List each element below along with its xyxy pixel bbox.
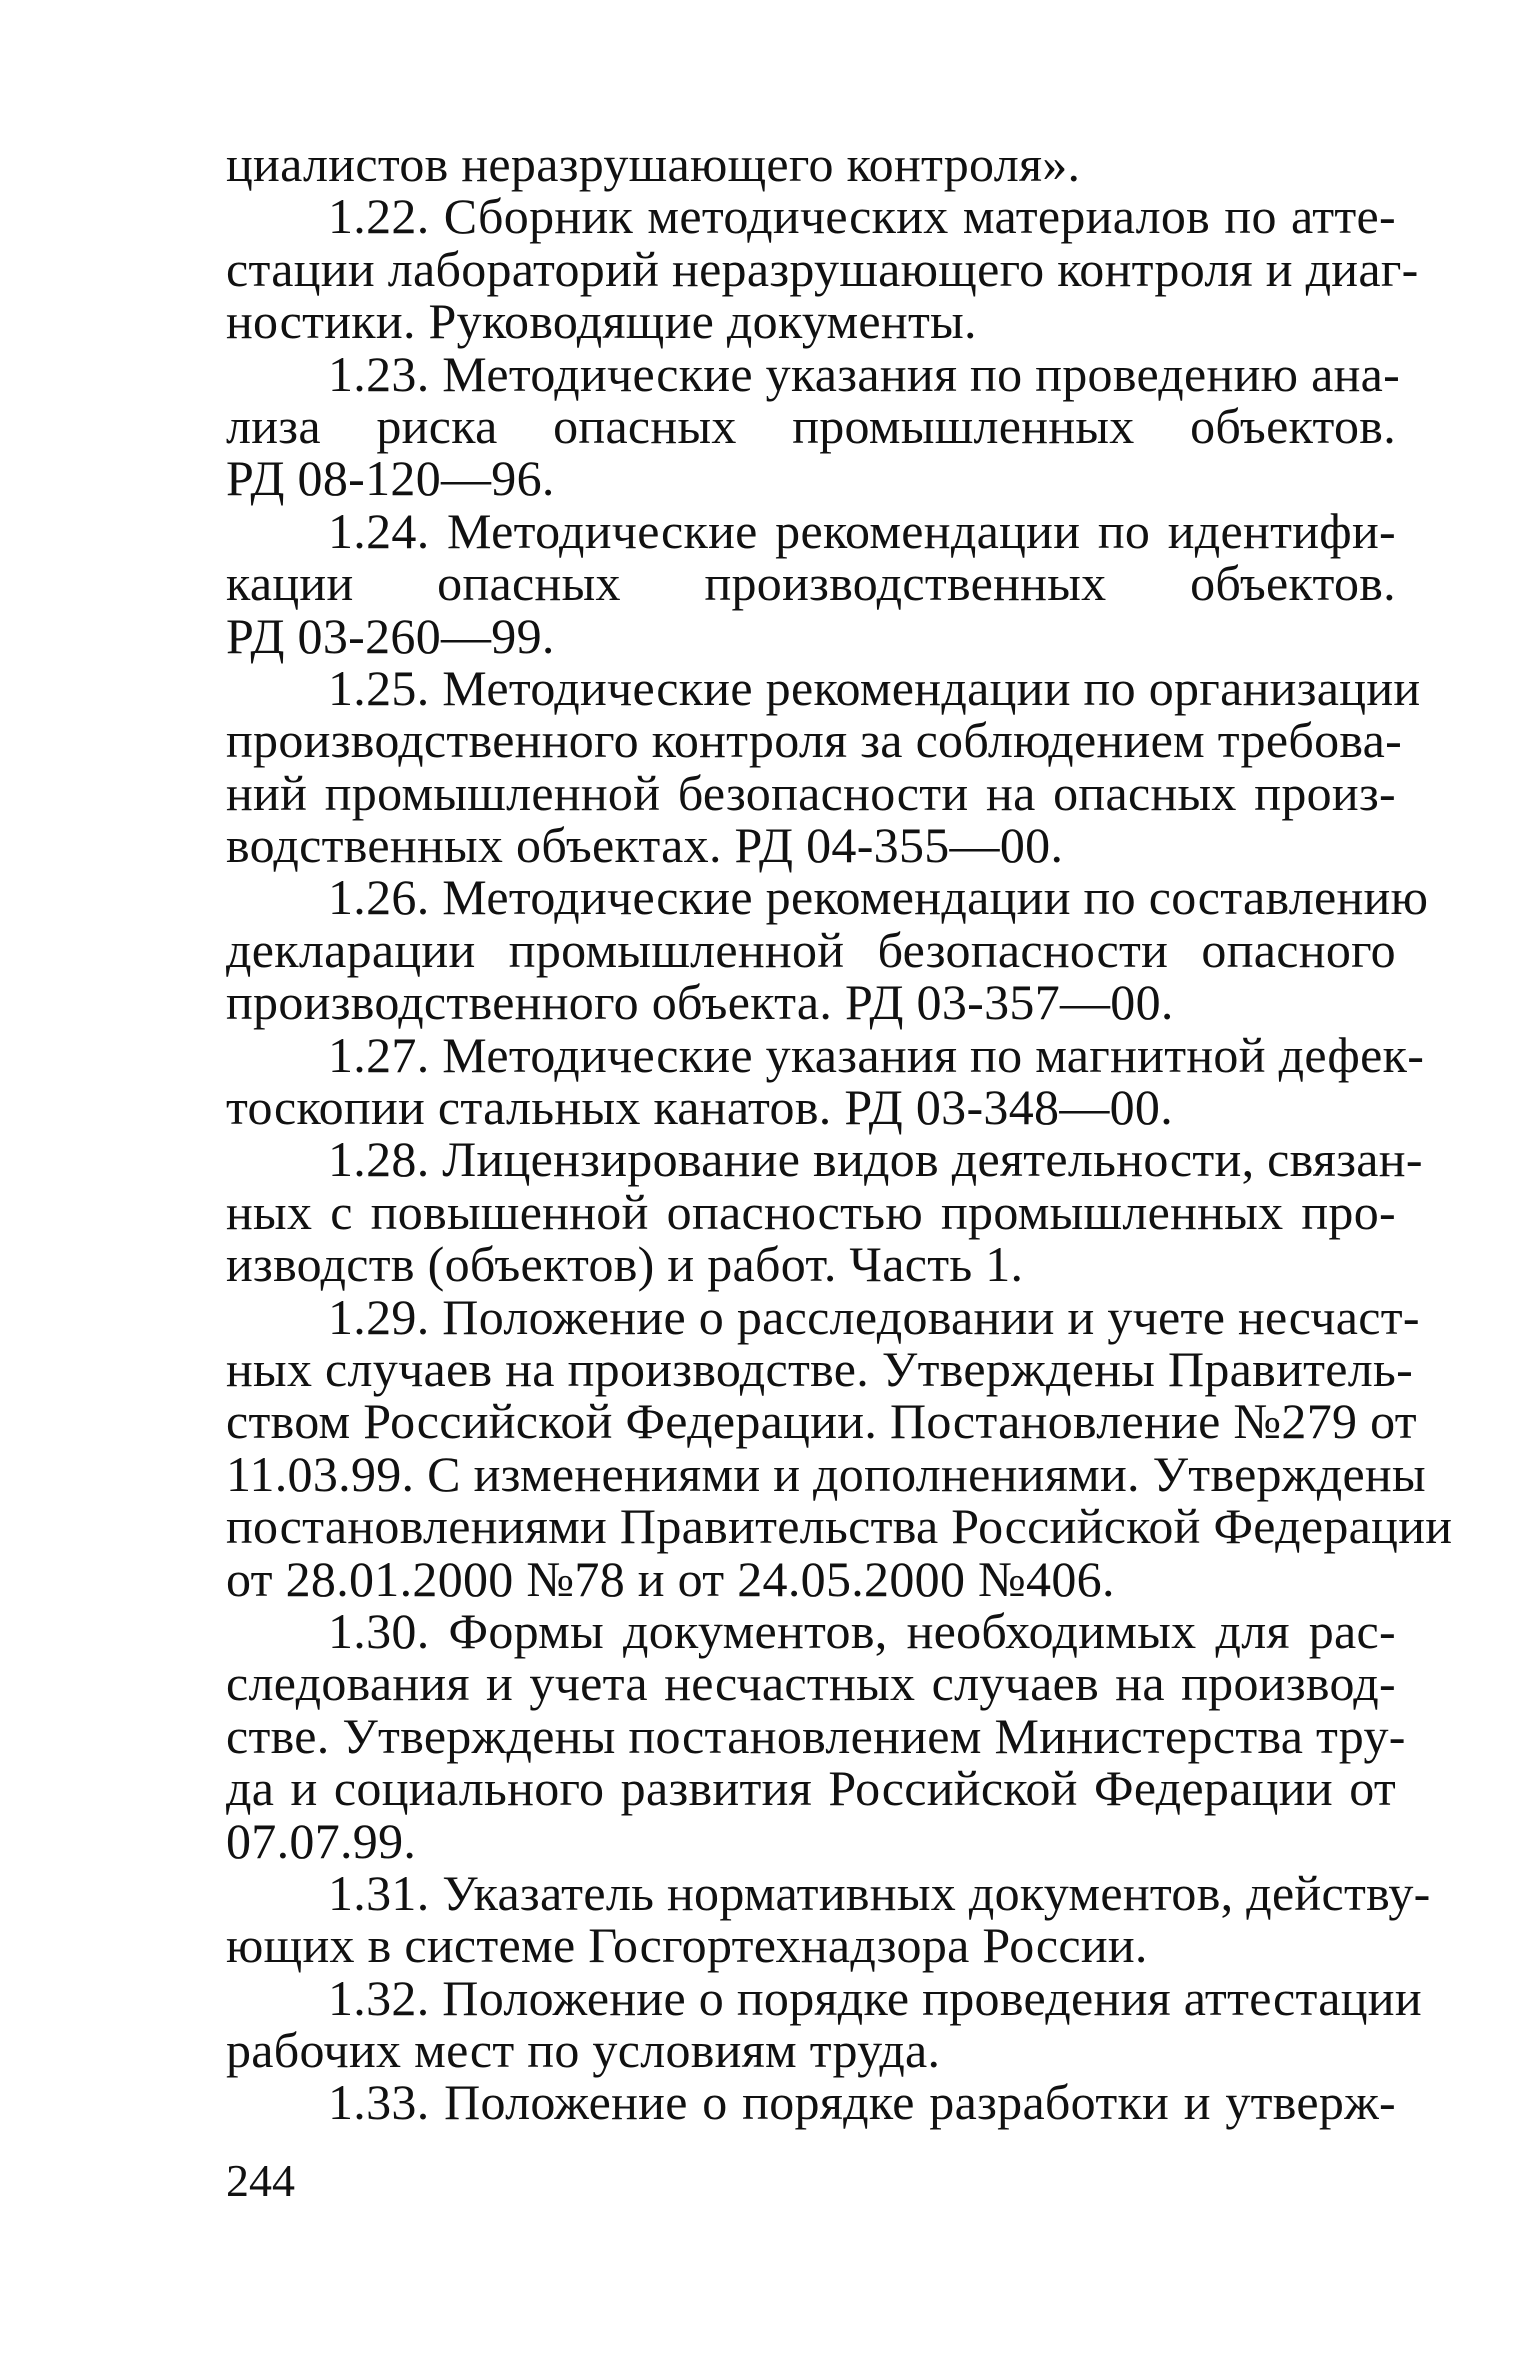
text-line: 1.28. Лицензирование видов деятельности, связан- <box>328 1131 1423 1188</box>
text-line: декларации промышленной безопасности опасного <box>226 921 1396 978</box>
text-line: 1.30. Формы документов, необходимых для рас- <box>328 1602 1396 1659</box>
text-line: ющих в системе Госгортехнадзора России. <box>226 1917 1148 1974</box>
text-line: тоскопии стальных канатов. РД 03-348—00. <box>226 1079 1174 1136</box>
text-line: 1.29. Положение о расследовании и учете несчаст- <box>328 1288 1420 1345</box>
text-line: да и социального развития Российской Федерации от <box>226 1760 1396 1817</box>
text-line: постановлениями Правительства Российской Федерации <box>226 1498 1453 1555</box>
text-line: от 28.01.2000 №78 и от 24.05.2000 №406. <box>226 1550 1115 1607</box>
text-line: 1.22. Сборник методических материалов по атте- <box>328 188 1396 245</box>
text-line: 1.25. Методические рекомендации по организации <box>328 659 1421 716</box>
text-line: следования и учета несчастных случаев на производ- <box>226 1655 1396 1712</box>
text-line: 1.33. Положение о порядке разработки и утверж- <box>328 2074 1396 2131</box>
text-line: ных с повышенной опасностью промышленных про- <box>226 1183 1396 1240</box>
text-line: 1.26. Методические рекомендации по составлению <box>328 869 1429 926</box>
text-line: 1.32. Положение о порядке проведения аттестации <box>328 1969 1422 2026</box>
text-line: водственных объектах. РД 04-355—00. <box>226 817 1064 874</box>
text-line: 07.07.99. <box>226 1812 417 1869</box>
text-line: ностики. Руководящие документы. <box>226 293 977 350</box>
text-line: 1.23. Методические указания по проведению ана- <box>328 345 1401 402</box>
text-line: 1.27. Методические указания по магнитной дефек- <box>328 1026 1425 1083</box>
text-line: ных случаев на производстве. Утверждены Правитель- <box>226 1340 1414 1397</box>
text-line: РД 03-260—99. <box>226 607 555 664</box>
text-line: стации лабораторий неразрушающего контроля и диаг- <box>226 240 1419 297</box>
text-line: циалистов неразрушающего контроля». <box>226 136 1081 192</box>
text-line: 11.03.99. С изменениями и дополнениями. Утверждены <box>226 1445 1426 1502</box>
text-line: ством Российской Федерации. Постановление №279 от <box>226 1393 1417 1450</box>
text-line: кации опасных производственных объектов. <box>226 555 1396 612</box>
text-line: лиза риска опасных промышленных объектов. <box>226 397 1396 454</box>
text-line: 1.31. Указатель нормативных документов, действу- <box>328 1864 1431 1921</box>
text-line: 1.24. Методические рекомендации по идентифи- <box>328 502 1396 559</box>
text-line: изводств (объектов) и работ. Часть 1. <box>226 1236 1024 1293</box>
page-body <box>226 136 1453 2131</box>
page-number: 244 <box>226 2155 295 2206</box>
text-line: производственного контроля за соблюдением требова- <box>226 712 1403 769</box>
text-line: рабочих мест по условиям труда. <box>226 2022 941 2079</box>
text-line: ний промышленной безопасности на опасных произ- <box>226 764 1396 821</box>
text-line: стве. Утверждены постановлением Министерства тру- <box>226 1707 1406 1764</box>
text-line: производственного объекта. РД 03-357—00. <box>226 974 1174 1031</box>
text-line: РД 08-120—96. <box>226 450 555 507</box>
